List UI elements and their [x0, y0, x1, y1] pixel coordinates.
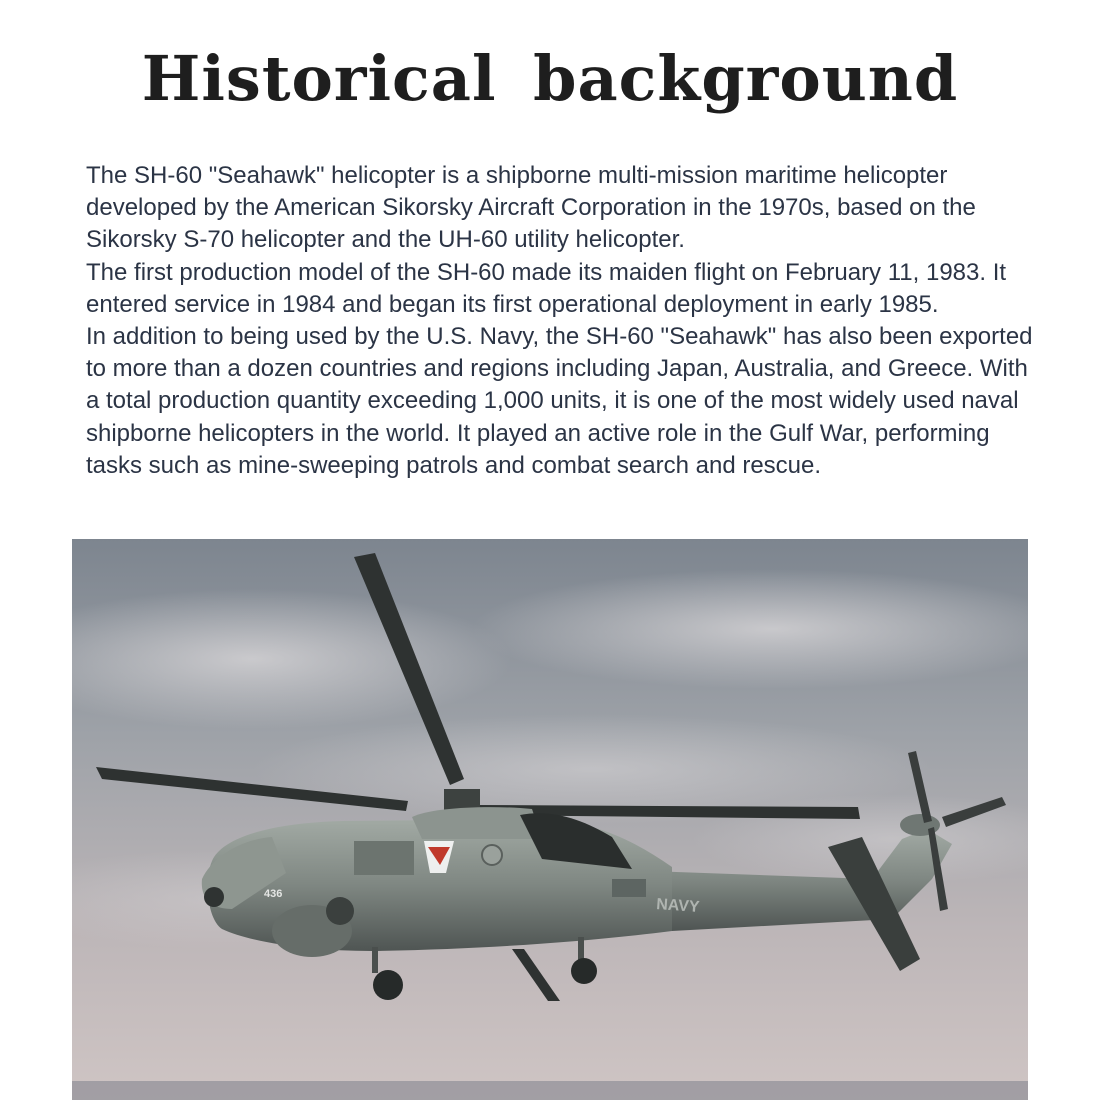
horizon [72, 1081, 1028, 1100]
helicopter-illustration [72, 539, 1028, 1100]
paragraph-origin: The SH-60 "Seahawk" helicopter is a shipborne multi-mission maritime helicopter developed by the American Sikorsky Aircraft Corporation in the 1970s, based on the Sikorsky S-70 helicopter and the UH-60 utility helicopter. [86, 162, 976, 254]
nose-number: 436 [264, 888, 283, 900]
page-title: Historical background [141, 42, 959, 115]
paragraph-export: In addition to being used by the U.S. Navy, the SH-60 "Seahawk" has also been exported to more than a dozen countries and regions including Japan, Australia, and Greece. With a total production quantity exceeding 1,000 units, it is one of the most widely used naval shipborne helicopters in the world. It played an active role in the Gulf War, performing tasks such as mine-sweeping patrols and combat search and rescue. [86, 323, 1033, 479]
navy-marking: NAVY [655, 896, 701, 917]
helicopter-photo [72, 539, 1028, 1100]
paragraph-first-flight: The first production model of the SH-60 made its maiden flight on February 11, 1983. It entered service in 1984 and began its first operational deployment in early 1985. [86, 258, 1007, 318]
article-body [86, 160, 1036, 482]
